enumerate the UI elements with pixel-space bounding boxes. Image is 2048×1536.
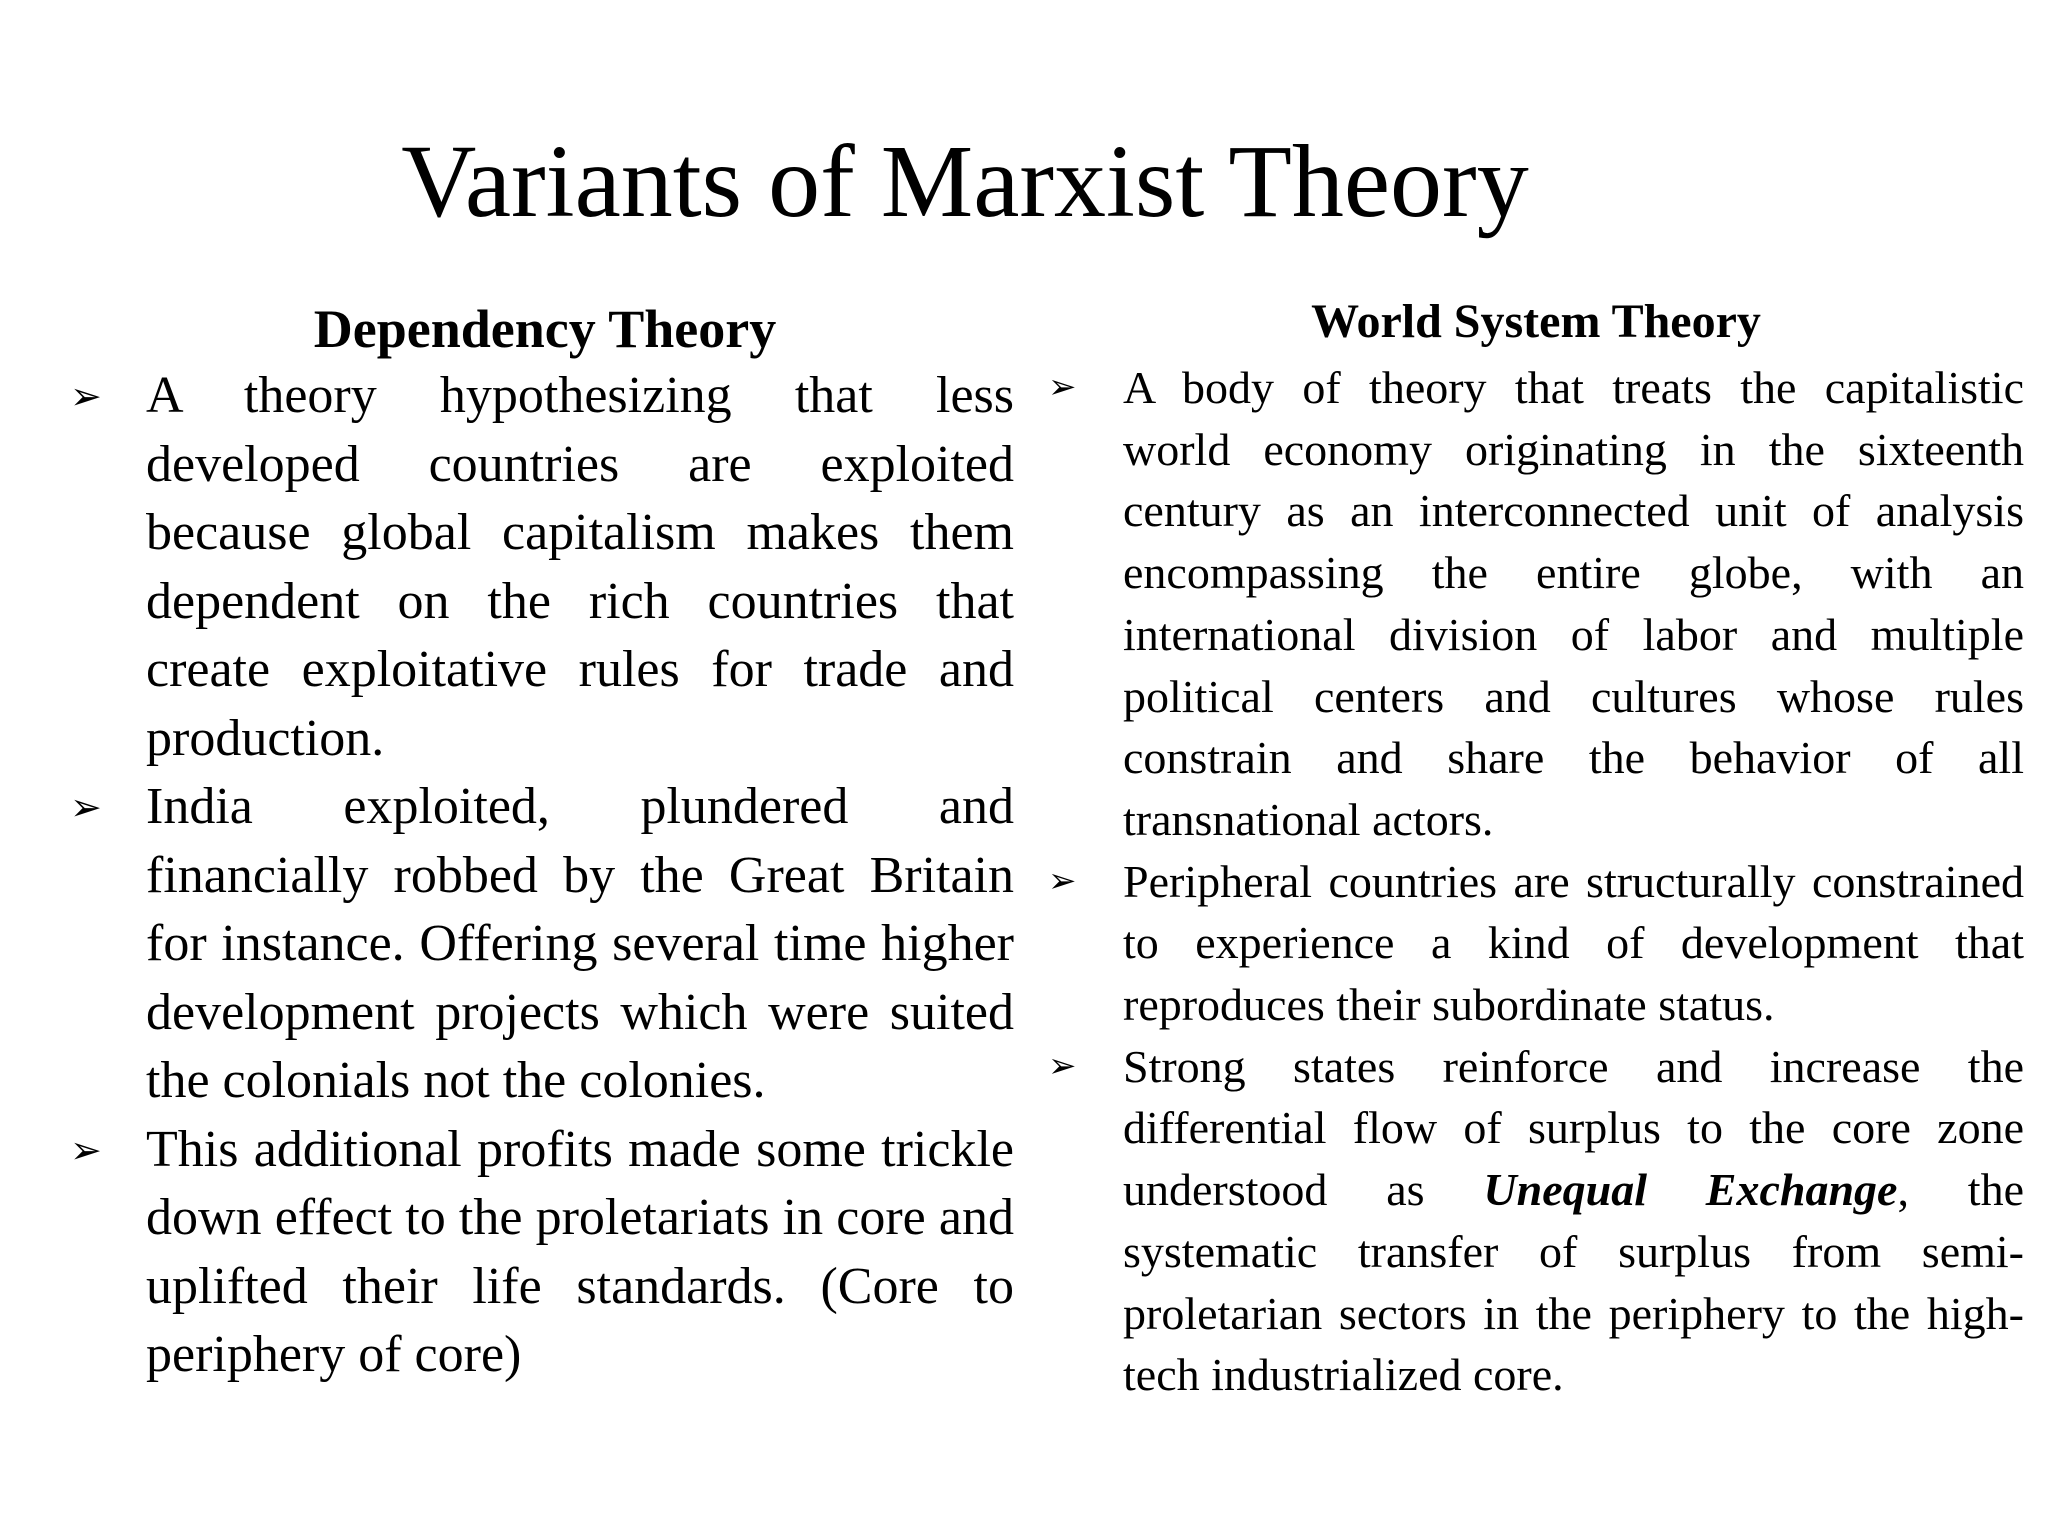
- arrowhead-bullet-icon: ➢: [70, 785, 102, 829]
- bullet-text: India exploited, plundered and financially robbed by the Great Britain for instance. Offering several time higher development projects which were suited the colonials not the colonies.: [146, 778, 1014, 1109]
- list-item: [1048, 1036, 2024, 1406]
- world-system-theory-list: [1048, 357, 2024, 1406]
- arrowhead-bullet-icon: ➢: [70, 374, 102, 418]
- bullet-text: A theory hypothesizing that less developed countries are exploited because global capitalism makes them dependent on the rich countries that create exploitative rules for trade and production.: [146, 367, 1014, 767]
- dependency-theory-list: [68, 362, 1014, 1390]
- list-item: [68, 773, 1014, 1116]
- arrowhead-bullet-icon: ➢: [1048, 367, 1077, 407]
- unequal-exchange-term: Unequal Exchange: [1483, 1164, 1898, 1216]
- arrowhead-bullet-icon: ➢: [70, 1127, 102, 1172]
- list-item: [1048, 357, 2024, 851]
- bullet-text: This additional profits made some trickle down effect to the proletariats in core and uplifted their life standards. (Core to periphery of core): [146, 1120, 1014, 1383]
- list-item: [68, 362, 1014, 773]
- bullet-text: Peripheral countries are structurally constrained to experience a kind of development that reproduces their subordinate status.: [1123, 855, 2024, 1031]
- slide-title: Variants of Marxist Theory: [401, 124, 1529, 239]
- bullet-text-end: , the systematic transfer of surplus from semi-proletarian sectors in the periphery to the high-tech industrialized core.: [1123, 1164, 2025, 1401]
- arrowhead-bullet-icon: ➢: [1048, 1045, 1077, 1086]
- world-system-theory-heading: World System Theory: [1311, 295, 1761, 348]
- bullet-text: A body of theory that treats the capitalistic world economy originating in the sixteenth century as an interconnected unit of analysis encompassing the entire globe, with an international division of labor and multiple political centers and cultures whose rules constrain and share the behavior of all transnational actors.: [1123, 362, 2024, 845]
- list-item: [68, 1116, 1014, 1390]
- list-item: [1048, 851, 2024, 1036]
- arrowhead-bullet-icon: ➢: [1048, 860, 1077, 901]
- dependency-theory-heading: Dependency Theory: [313, 299, 777, 359]
- bullet-text-start: Strong states reinforce and increase the differential flow of surplus to the core zone understood as: [1123, 1040, 2024, 1216]
